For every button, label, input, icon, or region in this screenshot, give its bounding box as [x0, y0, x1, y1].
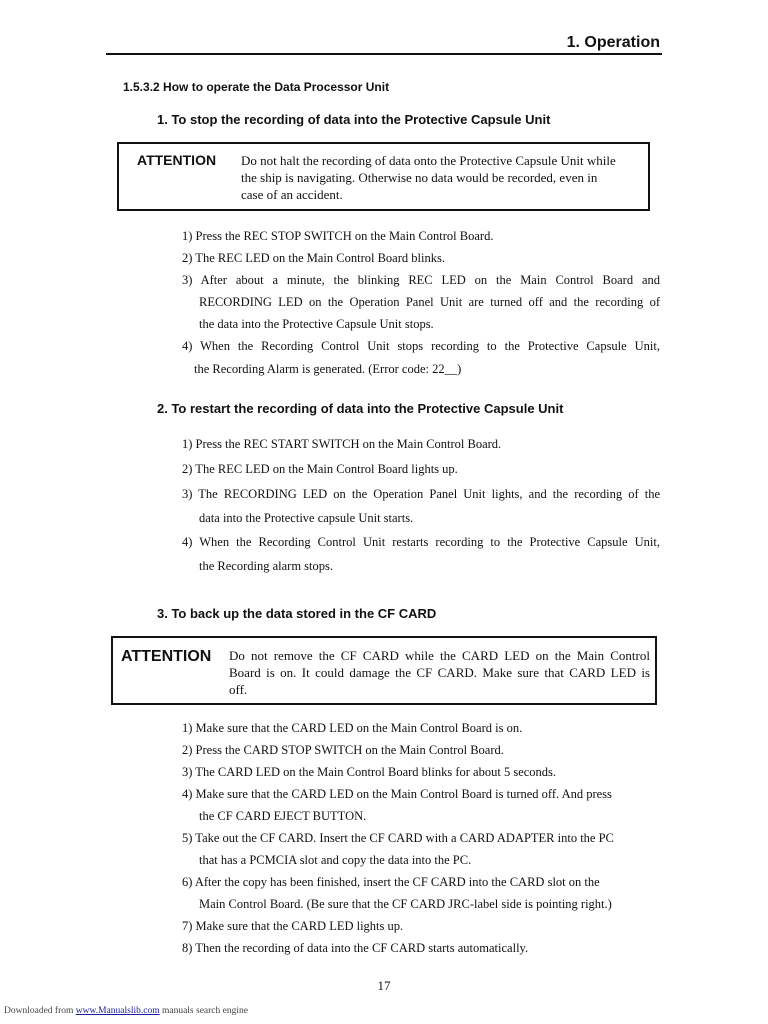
- step-item: [182, 269, 660, 335]
- section-heading: 1.5.3.2 How to operate the Data Processor Unit: [123, 80, 390, 94]
- step-text: 8) Then the recording of data into the CF CARD starts automatically.: [182, 941, 529, 955]
- footer: [4, 1006, 248, 1016]
- attention-box-2: [111, 636, 657, 705]
- step-text: data into the Protective capsule Unit starts.: [199, 511, 414, 525]
- step-text: 4) When the Recording Control Unit restarts recording to the Protective Capsule Unit,: [182, 535, 660, 549]
- sub-heading-stop: 1. To stop the recording of data into the Protective Capsule Unit: [157, 112, 551, 127]
- attention-label: ATTENTION: [121, 648, 212, 665]
- step-text: 1) Press the REC START SWITCH on the Main Control Board.: [182, 437, 502, 451]
- attention-line: off.: [229, 682, 248, 697]
- step-text: 2) The REC LED on the Main Control Board lights up.: [182, 462, 458, 476]
- step-item: [182, 247, 660, 269]
- header-rule: [106, 53, 662, 55]
- step-item: [182, 915, 660, 937]
- step-item: [182, 739, 660, 761]
- step-text: 6) After the copy has been finished, insert the CF CARD into the CARD slot on the: [182, 875, 600, 889]
- step-text: the CF CARD EJECT BUTTON.: [199, 809, 367, 823]
- step-text: 1) Press the REC STOP SWITCH on the Main Control Board.: [182, 229, 494, 243]
- step-text: 2) Press the CARD STOP SWITCH on the Main Control Board.: [182, 743, 504, 757]
- step-list-stop: [182, 225, 660, 381]
- step-item: [182, 335, 660, 381]
- step-list-restart: [182, 432, 660, 578]
- step-item: [182, 871, 660, 915]
- step-item: [182, 225, 660, 247]
- footer-suffix: manuals search engine: [159, 1006, 248, 1016]
- attention-line: Do not remove the CF CARD while the CARD LED on the Main Control: [229, 648, 650, 663]
- attention-text: [229, 647, 650, 698]
- footer-link[interactable]: www.Manualslib.com: [75, 1006, 160, 1016]
- sub-heading-backup: 3. To back up the data stored in the CF CARD: [157, 606, 437, 621]
- step-item: [182, 783, 660, 827]
- header-title: 1. Operation: [566, 34, 660, 51]
- step-item: [182, 482, 660, 530]
- step-text: that has a PCMCIA slot and copy the data into the PC.: [199, 853, 472, 867]
- step-text: 5) Take out the CF CARD. Insert the CF CARD with a CARD ADAPTER into the PC: [182, 831, 614, 845]
- sub-heading-restart: 2. To restart the recording of data into the Protective Capsule Unit: [157, 401, 564, 416]
- step-item: [182, 761, 660, 783]
- step-item: [182, 432, 660, 456]
- attention-box-1: [117, 142, 650, 211]
- attention-line: Do not halt the recording of data onto the Protective Capsule Unit while: [241, 153, 616, 168]
- footer-prefix: Downloaded from: [4, 1006, 76, 1016]
- step-item: [182, 937, 660, 959]
- step-text: 2) The REC LED on the Main Control Board blinks.: [182, 251, 445, 265]
- step-list-backup: [182, 717, 660, 959]
- step-text: the Recording alarm stops.: [199, 559, 333, 573]
- attention-label: ATTENTION: [137, 152, 217, 168]
- attention-line: the ship is navigating. Otherwise no data would be recorded, even in: [241, 170, 598, 185]
- step-item: [182, 717, 660, 739]
- step-item: [182, 457, 660, 481]
- step-text: the data into the Protective Capsule Unit stops.: [199, 317, 434, 331]
- step-text: 4) When the Recording Control Unit stops recording to the Protective Capsule Unit,: [182, 339, 660, 353]
- step-text: 3) After about a minute, the blinking REC LED on the Main Control Board and: [182, 273, 660, 287]
- step-item: [182, 530, 660, 578]
- attention-line: Board is on. It could damage the CF CARD. Make sure that CARD LED is: [229, 665, 650, 680]
- step-text: 1) Make sure that the CARD LED on the Main Control Board is on.: [182, 721, 523, 735]
- attention-line: case of an accident.: [241, 187, 343, 202]
- attention-text: [241, 152, 646, 203]
- page-number: 17: [377, 978, 391, 993]
- step-item: [182, 827, 660, 871]
- step-text: the Recording Alarm is generated. (Error code: 22__): [194, 362, 462, 376]
- step-text: 7) Make sure that the CARD LED lights up.: [182, 919, 404, 933]
- step-text: 4) Make sure that the CARD LED on the Main Control Board is turned off. And press: [182, 787, 612, 801]
- step-text: RECORDING LED on the Operation Panel Unit are turned off and the recording of: [199, 295, 660, 309]
- step-text: 3) The RECORDING LED on the Operation Panel Unit lights, and the recording of the: [182, 487, 660, 501]
- step-text: 3) The CARD LED on the Main Control Board blinks for about 5 seconds.: [182, 765, 557, 779]
- step-text: Main Control Board. (Be sure that the CF CARD JRC-label side is pointing right.): [199, 897, 612, 911]
